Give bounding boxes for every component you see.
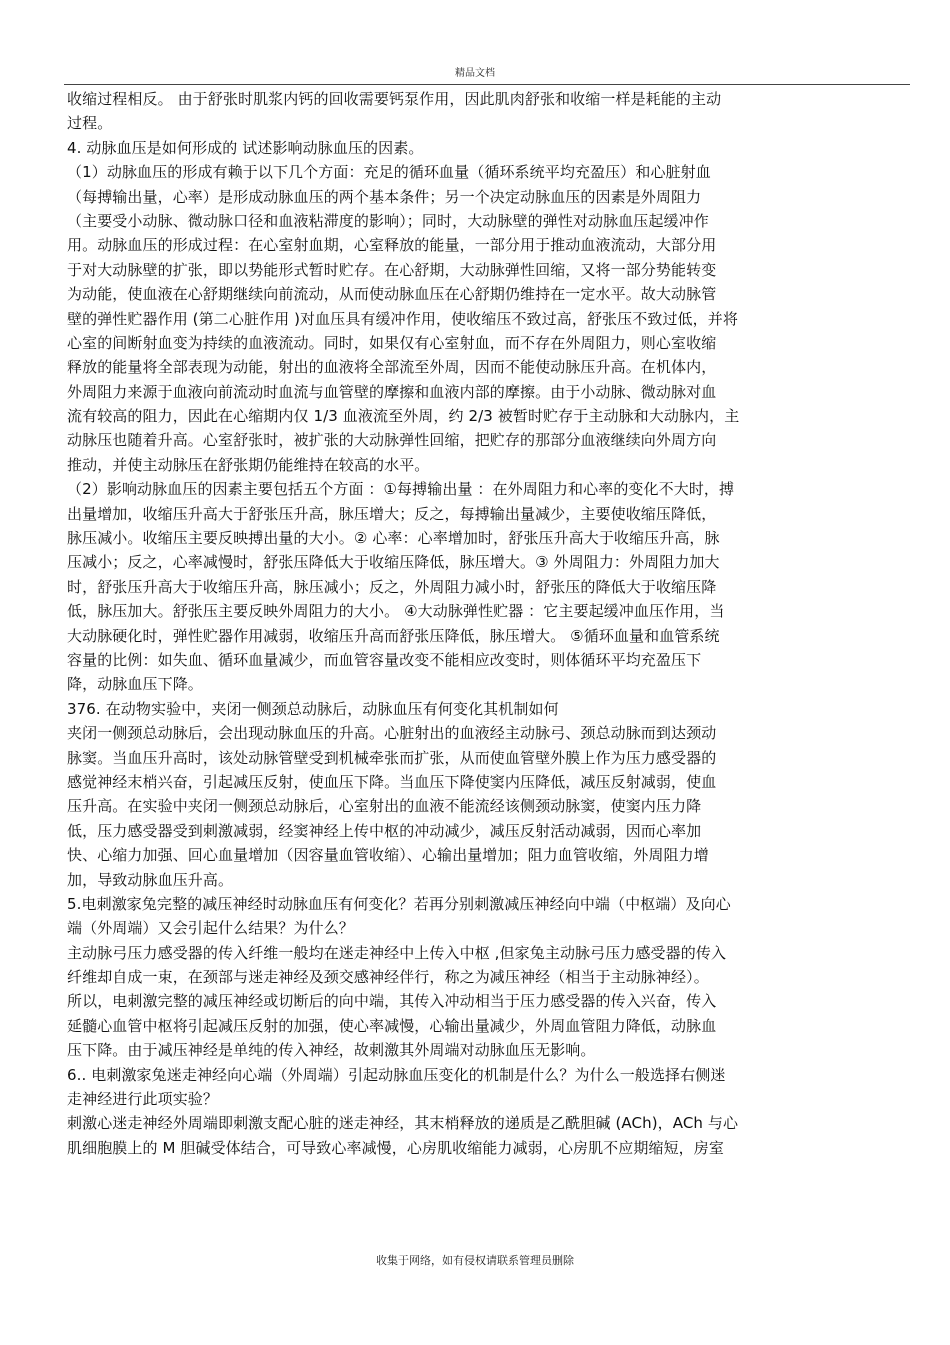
text-line: 壁的弹性贮器作用 (第二心脏作用 )对血压具有缓冲作用，使收缩压不致过高，舒张压不致过低，并将 bbox=[67, 309, 738, 328]
text-line: 动脉压也随着升高。心室舒张时，被扩张的大动脉弹性回缩，把贮存的那部分血液继续向外周方向 bbox=[67, 431, 717, 450]
text-line: 出量增加，收缩压升高大于舒张压升高，脉压增大；反之，每搏输出量减少，主要使收缩压降低， bbox=[67, 504, 717, 523]
text-line: 心室的间断射血变为持续的血液流动。同时，如果仅有心室射血，而不存在外周阻力，则心室收缩 bbox=[67, 333, 717, 352]
text-line: （2）影响动脉血压的因素主要包括五个方面 ：①每搏输出量 ：在外周阻力和心率的变化不大时，搏 bbox=[67, 480, 735, 499]
text-line: 容量的比例：如失血、循环血量减少，而血管容量改变不能相应改变时，则体循环平均充盈压下 bbox=[67, 650, 702, 669]
text-line: 推动，并使主动脉压在舒张期仍能维持在较高的水平。 bbox=[67, 455, 430, 474]
text-line: 用。动脉血压的形成过程：在心室射血期，心室释放的能量，一部分用于推动血液流动，大部分用 bbox=[67, 236, 717, 255]
text-line: 端（外周端）又会引起什么结果？为什么？ bbox=[67, 919, 354, 938]
text-line: 脉压减小。收缩压主要反映搏出量的大小。② 心率：心率增加时，舒张压升高大于收缩压升高，脉 bbox=[67, 529, 720, 548]
text-line: 于对大动脉壁的扩张，即以势能形式暂时贮存。在心舒期，大动脉弹性回缩，又将一部分势能转变 bbox=[67, 260, 717, 279]
text-line: 流有较高的阻力，因此在心缩期内仅 1/3 血液流至外周，约 2/3 被暂时贮存于主动脉和大动脉内，主 bbox=[67, 407, 740, 426]
text-line: 刺激心迷走神经外周端即刺激支配心脏的迷走神经，其末梢释放的递质是乙酰胆碱 (ACh)，ACh 与心 bbox=[67, 1114, 739, 1133]
header-divider bbox=[64, 84, 910, 85]
text-line: 所以，电刺激完整的减压神经或切断后的向中端，其传入冲动相当于压力感受器的传入兴奋，传入 bbox=[67, 992, 717, 1011]
text-line: 纤维却自成一束，在颈部与迷走神经及颈交感神经伴行，称之为减压神经（相当于主动脉神经）。 bbox=[67, 968, 709, 987]
text-line: 肌细胞膜上的 M 胆碱受体结合，可导致心率减慢，心房肌收缩能力减弱，心房肌不应期缩短，房室 bbox=[67, 1138, 724, 1157]
page-header: 精品文档 bbox=[455, 68, 495, 79]
text-line: 压升高。在实验中夹闭一侧颈总动脉后，心室射出的血液不能流经该侧颈动脉窦，使窦内压力降 bbox=[67, 797, 702, 816]
text-line: 加，导致动脉血压升高。 bbox=[67, 870, 234, 889]
text-line: 延髓心血管中枢将引起减压反射的加强，使心率减慢，心输出量减少，外周血管阻力降低，动脉血 bbox=[67, 1016, 717, 1035]
text-line: 走神经进行此项实验？ bbox=[67, 1090, 219, 1109]
text-line: 6.. 电刺激家兔迷走神经向心端（外周端）引起动脉血压变化的机制是什么？为什么一般选择右侧迷 bbox=[67, 1065, 726, 1084]
text-line: 收缩过程相反。 由于舒张时肌浆内钙的回收需要钙泵作用，因此肌肉舒张和收缩一样是耗能的主动 bbox=[67, 90, 722, 108]
text-line: 快、心缩力加强、回心血量增加（因容量血管收缩）、心输出量增加；阻力血管收缩，外周阻力增 bbox=[67, 846, 709, 865]
text-line: 主动脉弓压力感受器的传入纤维一般均在迷走神经中上传入中枢 ,但家兔主动脉弓压力感受器的传入 bbox=[67, 943, 727, 962]
document-body bbox=[67, 87, 897, 1160]
text-line: 低，脉压加大。舒张压主要反映外周阻力的大小。 ④大动脉弹性贮器 ：它主要起缓冲血压作用，当 bbox=[67, 602, 725, 621]
text-line: 压减小；反之，心率减慢时，舒张压降低大于收缩压降低，脉压增大。③ 外周阻力：外周阻力加大 bbox=[67, 553, 720, 572]
text-line: （1）动脉血压的形成有赖于以下几个方面：充足的循环血量（循环系统平均充盈压）和心脏射血 bbox=[67, 163, 711, 182]
text-line: （每搏输出量，心率）是形成动脉血压的两个基本条件；另一个决定动脉血压的因素是外周阻力 bbox=[67, 187, 702, 206]
text-line: 4. 动脉血压是如何形成的 试述影响动脉血压的因素。 bbox=[67, 138, 424, 157]
text-line: 为动能，使血液在心舒期继续向前流动，从而使动脉血压在心舒期仍维持在一定水平。故大动脉管 bbox=[67, 285, 717, 304]
text-line: 夹闭一侧颈总动脉后，会出现动脉血压的升高。心脏射出的血液经主动脉弓、颈总动脉而到达颈动 bbox=[67, 724, 717, 743]
text-line: 过程。 bbox=[67, 114, 113, 133]
text-line: 压下降。由于减压神经是单纯的传入神经，故刺激其外周端对动脉血压无影响。 bbox=[67, 1041, 596, 1060]
text-line: 释放的能量将全部表现为动能，射出的血液将全部流至外周，因而不能使动脉压升高。在机体内， bbox=[67, 358, 717, 377]
text-line: （主要受小动脉、微动脉口径和血液粘滞度的影响）；同时，大动脉壁的弹性对动脉血压起缓冲作 bbox=[67, 211, 709, 230]
page-footer: 收集于网络，如有侵权请联系管理员删除 bbox=[376, 1254, 574, 1267]
text-line: 降，动脉血压下降。 bbox=[67, 675, 203, 694]
text-line: 低，压力感受器受到刺激减弱，经窦神经上传中枢的冲动减少，减压反射活动减弱，因而心率加 bbox=[67, 821, 702, 840]
text-line: 376. 在动物实验中，夹闭一侧颈总动脉后，动脉血压有何变化其机制如何 bbox=[67, 699, 559, 718]
text-line: 脉窦。当血压升高时，该处动脉管壁受到机械牵张而扩张，从而使血管壁外膜上作为压力感受器的 bbox=[67, 748, 717, 767]
text-line: 外周阻力来源于血液向前流动时血流与血管壁的摩擦和血液内部的摩擦。由于小动脉、微动脉对血 bbox=[67, 382, 717, 401]
text-line: 感觉神经末梢兴奋，引起减压反射，使血压下降。当血压下降使窦内压降低，减压反射减弱，使血 bbox=[67, 772, 717, 791]
text-line: 时，舒张压升高大于收缩压升高，脉压减小；反之，外周阻力减小时，舒张压的降低大于收缩压降 bbox=[67, 577, 717, 596]
text-line: 大动脉硬化时，弹性贮器作用减弱，收缩压升高而舒张压降低，脉压增大。 ⑤循环血量和血管系统 bbox=[67, 626, 720, 645]
text-line: 5.电刺激家兔完整的减压神经时动脉血压有何变化？若再分别刺激减压神经向中端（中枢端）及向心 bbox=[67, 894, 731, 913]
